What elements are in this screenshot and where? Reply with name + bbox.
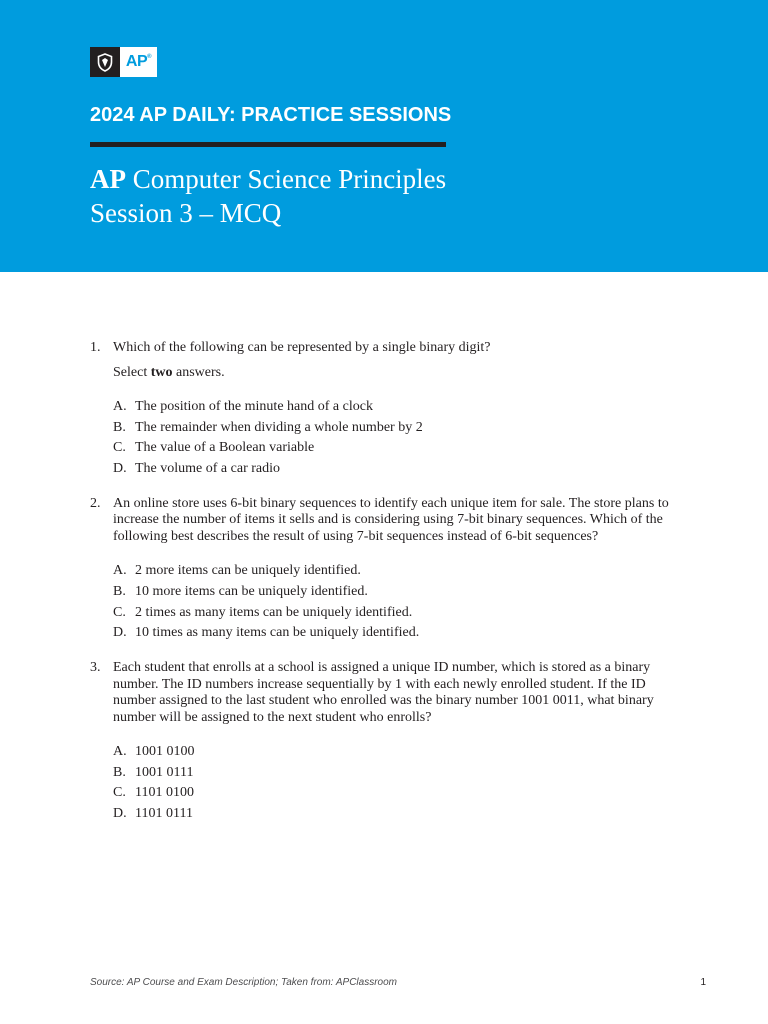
question-1 bbox=[90, 340, 690, 480]
ap-logo-text: AP ® bbox=[120, 47, 157, 77]
answer-option-b: B. 10 more items can be uniquely identified. bbox=[113, 583, 368, 599]
header-rule bbox=[90, 142, 446, 147]
question-number: 2. bbox=[90, 495, 101, 511]
answer-options bbox=[113, 397, 690, 480]
question-number: 1. bbox=[90, 340, 101, 355]
answer-option-d: D. 1101 0111 bbox=[113, 806, 193, 822]
answer-option-d: D. The volume of a car radio bbox=[113, 461, 280, 477]
answer-option-a: A. 1001 0100 bbox=[113, 744, 195, 759]
question-list bbox=[90, 340, 690, 825]
series-title: 2024 AP DAILY: PRACTICE SESSIONS bbox=[90, 104, 452, 126]
question-number: 3. bbox=[90, 660, 101, 675]
title-session: Session 3 – MCQ bbox=[90, 198, 282, 228]
ap-logo bbox=[90, 47, 157, 77]
college-board-acorn-icon bbox=[90, 47, 120, 77]
question-2 bbox=[90, 496, 690, 644]
answer-option-c: C. 1101 0100 bbox=[113, 785, 194, 801]
question-3 bbox=[90, 660, 690, 825]
answer-option-c: C. 2 times as many items can be uniquely identified. bbox=[113, 604, 413, 620]
answer-option-a: A. 2 more items can be uniquely identified. bbox=[113, 563, 361, 579]
question-instruction: Select two answers. bbox=[113, 364, 225, 380]
answer-option-c: C. The value of a Boolean variable bbox=[113, 440, 315, 456]
page-title bbox=[90, 162, 446, 230]
title-ap: AP bbox=[90, 164, 126, 194]
page-number: 1 bbox=[700, 977, 706, 988]
answer-options bbox=[113, 561, 690, 644]
answer-option-d: D. 10 times as many items can be uniquely identified. bbox=[113, 625, 420, 641]
source-note: Source: AP Course and Exam Description; Taken from: APClassroom bbox=[90, 977, 397, 988]
title-course: Computer Science Principles bbox=[132, 164, 447, 194]
question-stem: Which of the following can be represented by a single binary digit? bbox=[113, 340, 491, 355]
question-stem: An online store uses 6-bit binary sequences to identify each unique item for sale. The store plans to increase the number of items it sells and is considering using 7-bit binary sequences. Which of the following best describes the result of using 7-bit sequences instead of 6-bit sequences? bbox=[113, 495, 669, 544]
answer-options bbox=[113, 742, 690, 825]
answer-option-b: B. 1001 0111 bbox=[113, 764, 194, 780]
question-stem: Each student that enrolls at a school is assigned a unique ID number, which is stored as a binary number. The ID numbers increase sequentially by 1 with each newly enrolled student. If the ID number assigned to the last student who enrolled was the binary number 1001 0011, what binary number will be assigned to the next student who enrolls? bbox=[113, 660, 654, 725]
answer-option-b: B. The remainder when dividing a whole number by 2 bbox=[113, 419, 423, 435]
header-banner bbox=[0, 0, 768, 272]
answer-option-a: A. The position of the minute hand of a clock bbox=[113, 399, 373, 414]
